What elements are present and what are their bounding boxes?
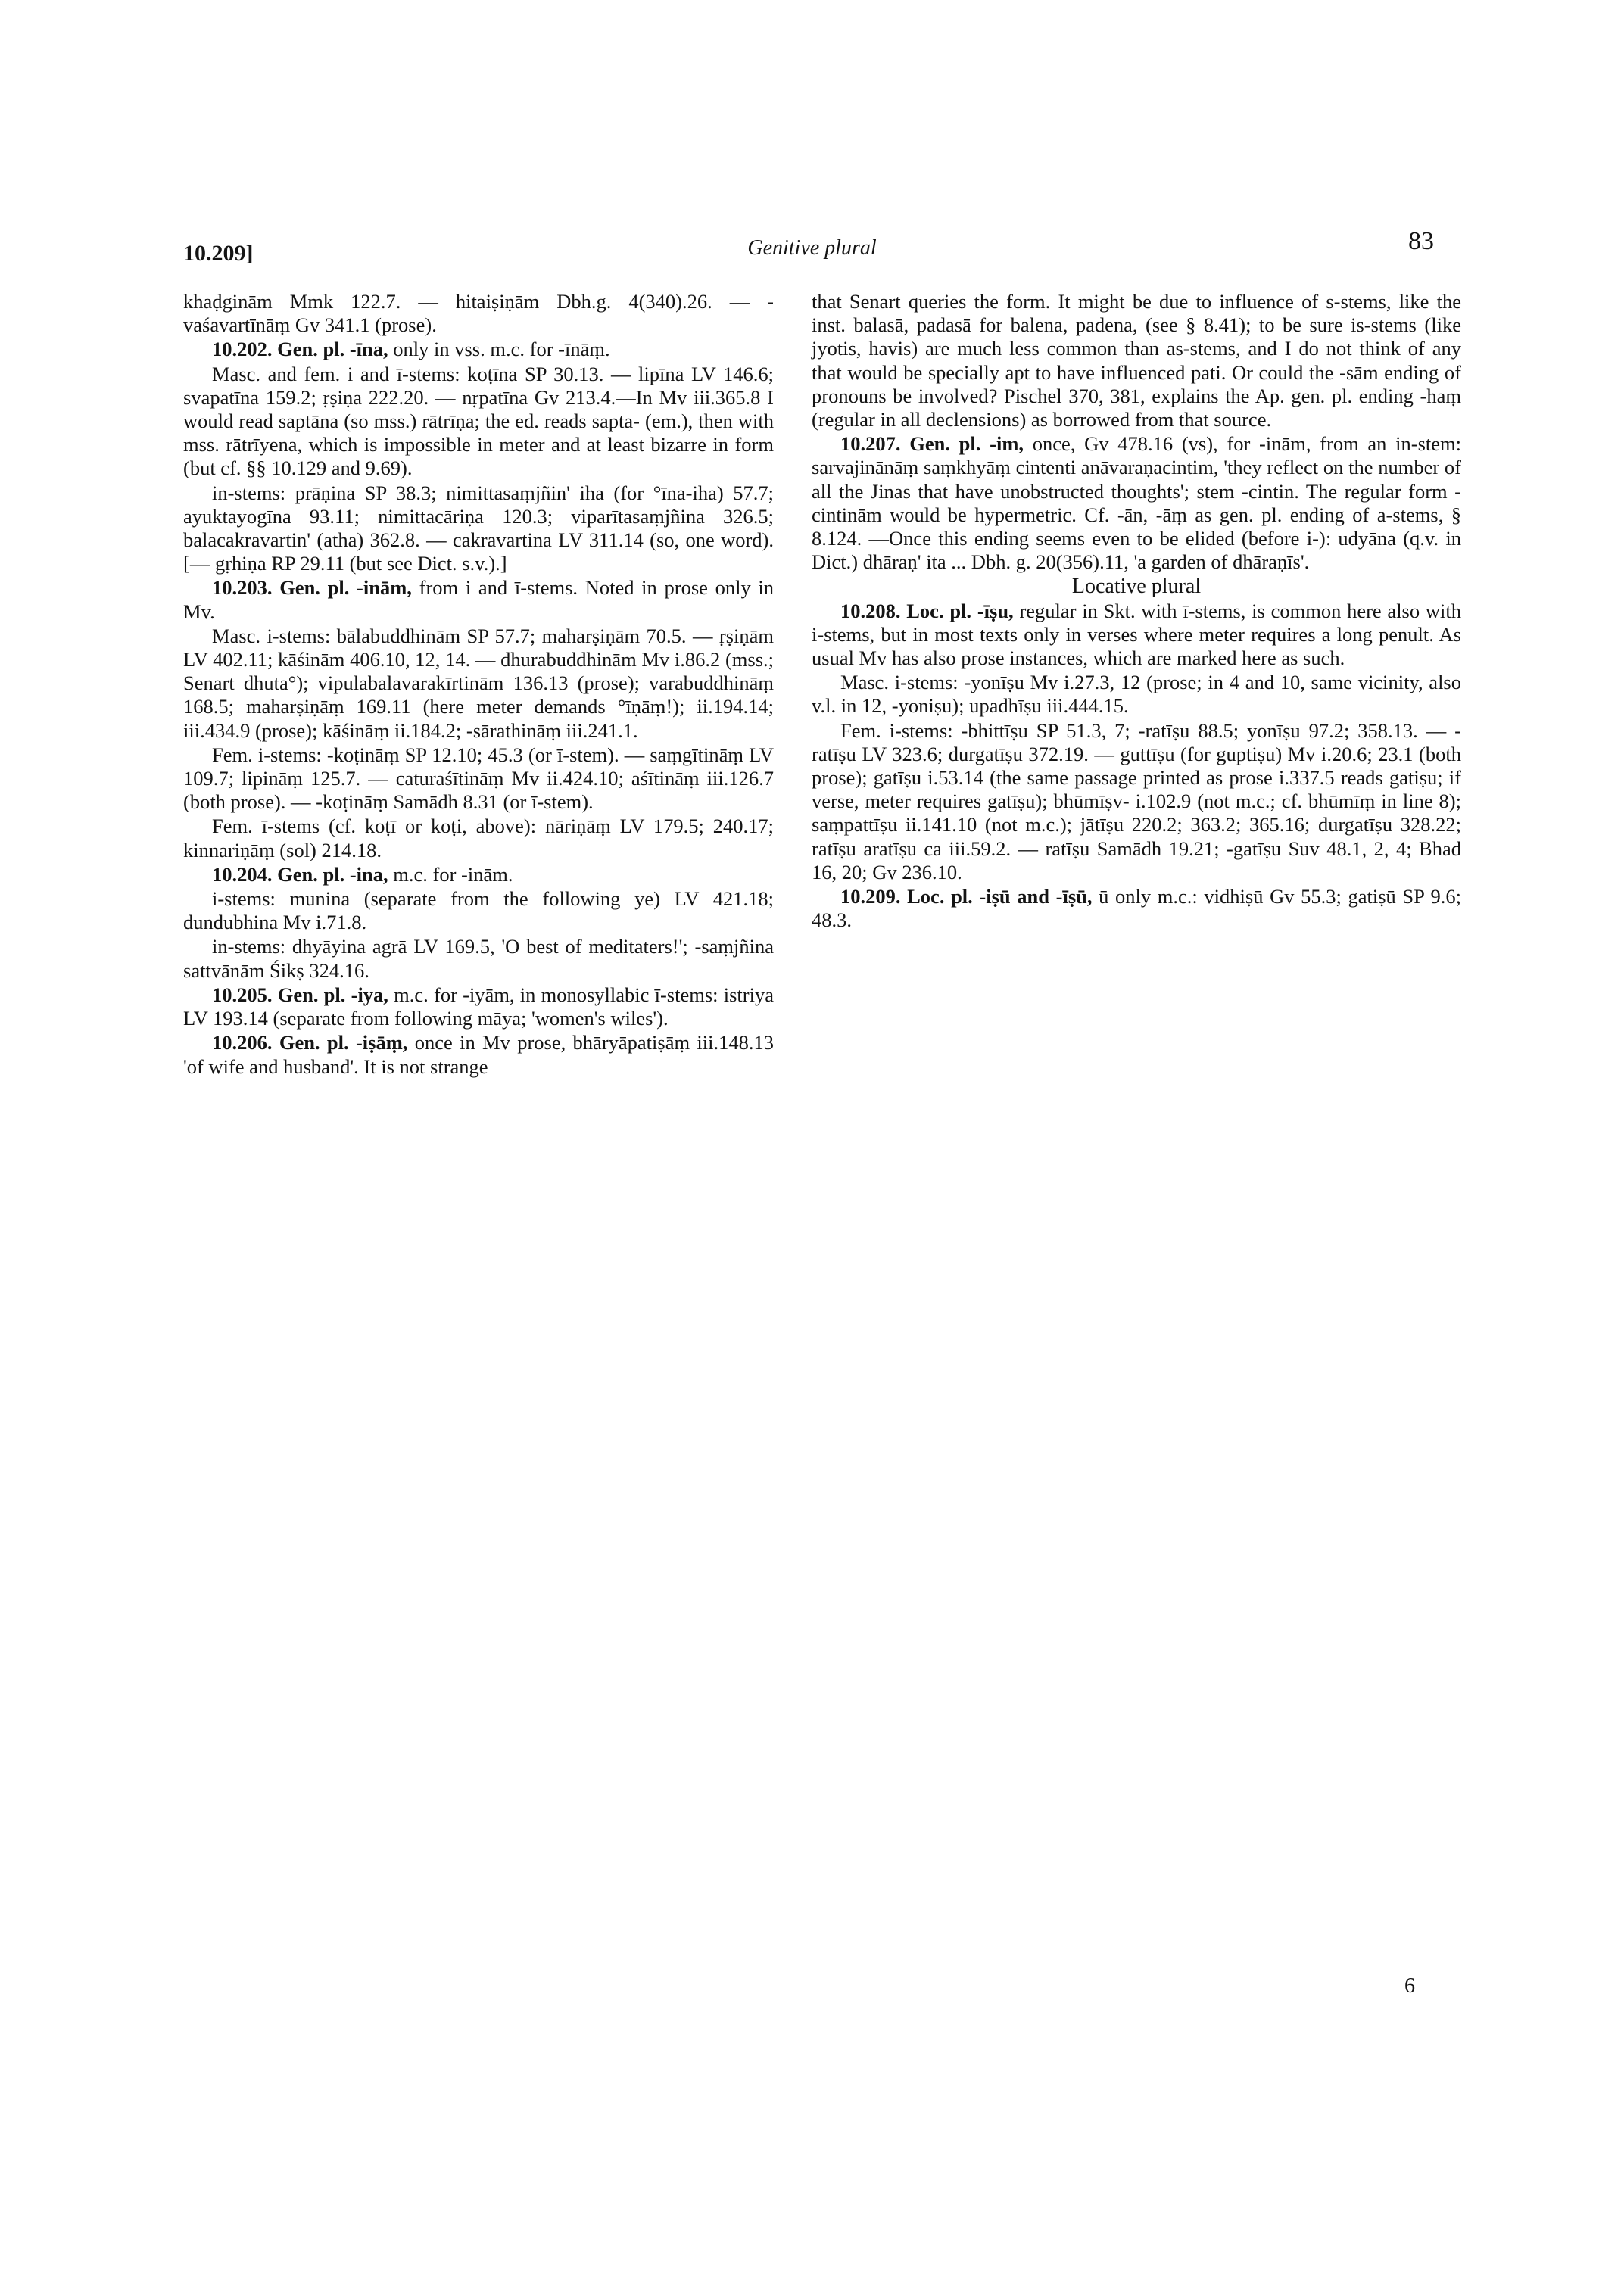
paragraph: in-stems: prāṇina SP 38.3; nimittasaṃjñin' iha (for °īna-iha) 57.7; ayuktayogīna 93.11; nimittacāriṇa 120.3; viparītasaṃjñina 326.5; balacakravartin' (atha) 362.8. — cakravartina LV 311.14 (so, one word). [— gṛhiṇa RP 29.11 (but see Dict. s.v.).]: [183, 481, 774, 575]
paragraph: 10.207. Gen. pl. -im, once, Gv 478.16 (vs), for -inām, from an in-stem: sarvajinānāṃ saṃkhyāṃ cintenti anāvaraṇacintim, 'they reflect on the number of all the Jinas that have unobstructed thoughts'; stem -cintin. The regular form -cintinām would be hypermetric. Cf. -ān, -āṃ as gen. pl. ending of a-stems, § 8.124. —Once this ending seems even to be elided (before i-): udyāna (q.v. in Dict.) dhāraṇ' ita ... Dbh. g. 20(356).11, 'a garden of dhāraṇīs'.: [812, 432, 1461, 574]
section-heading-10-205: 10.205. Gen. pl. -iya,: [212, 983, 388, 1006]
paragraph: 10.205. Gen. pl. -iya, m.c. for -iyām, in monosyllabic ī-stems: istriya LV 193.14 (separate from following māya; 'women's wiles').: [183, 983, 774, 1030]
signature-mark: 6: [1404, 1974, 1415, 1998]
page-number: 83: [1408, 227, 1434, 255]
paragraph: Fem. ī-stems (cf. koṭī or koṭi, above): nāriṇāṃ LV 179.5; 240.17; kinnariṇāṃ (sol) 214.18.: [183, 815, 774, 861]
paragraph: 10.206. Gen. pl. -iṣāṃ, once in Mv prose, bhāryāpatiṣāṃ iii.148.13 'of wife and husband'. It is not strange: [183, 1031, 774, 1078]
paragraph: 10.204. Gen. pl. -ina, m.c. for -inām.: [212, 862, 513, 886]
section-heading-10-209: 10.209. Loc. pl. -iṣū and -īṣū,: [840, 885, 1093, 908]
section-heading-10-203: 10.203. Gen. pl. -inām,: [212, 576, 412, 600]
paragraph: Masc. i-stems: -yonīṣu Mv i.27.3, 12 (prose; in 4 and 10, same vicinity, also v.l. in 12, -yoniṣu); upadhīṣu iii.444.15.: [812, 671, 1461, 718]
paragraph: Fem. i-stems: -koṭināṃ SP 12.10; 45.3 (or ī-stem). — saṃgītināṃ LV 109.7; lipināṃ 125.7. — caturaśītināṃ Mv ii.424.10; aśītināṃ iii.126.7 (both prose). — -koṭināṃ Samādh 8.31 (or ī-stem).: [183, 743, 774, 814]
paragraph: Fem. i-stems: -bhittīṣu SP 51.3, 7; -ratīṣu 88.5; yonīṣu 97.2; 358.13. — -ratīṣu LV 323.6; durgatīṣu 372.19. — guttīṣu (for guptiṣu) Mv i.20.6; 23.1 (both prose); gatīṣu i.53.14 (the same passage printed as prose i.337.5 reads gatiṣu; if verse, meter requires gatīṣu); bhūmīṣv- i.102.9 (not m.c.; cf. bhūmīṃ in line 8); saṃpattīṣu ii.141.10 (not m.c.); jātīṣu 220.2; 363.2; 365.16; durgatīṣu 328.22; ratīṣu aratīṣu ca iii.59.2. — ratīṣu Samādh 19.21; -gatīṣu Suv 48.1, 2, 4; Bhad 16, 20; Gv 236.10.: [812, 718, 1461, 883]
paragraph: in-stems: dhyāyina agrā LV 169.5, 'O best of meditaters!'; -saṃjñina sattvānām Śikṣ 324.16.: [183, 935, 774, 982]
section-heading-10-202: 10.202. Gen. pl. -īna,: [212, 338, 388, 361]
paragraph: Masc. i-stems: bālabuddhinām SP 57.7; maharṣiṇām 70.5. — ṛṣiṇām LV 402.11; kāśinām 406.10, 12, 14. — dhurabuddhinām Mv i.86.2 (mss.; Senart dhuta°); vipulabalavarakīrtinām 136.13 (prose); varabuddhināṃ 168.5; maharṣiṇāṃ 169.11 (here meter demands °īṇāṃ!); ii.194.14; iii.434.9 (prose); kāśināṃ ii.184.2; -sārathināṃ iii.241.1.: [183, 624, 774, 742]
paragraph: i-stems: munina (separate from the following ye) LV 421.18; dundubhina Mv i.71.8.: [183, 887, 774, 934]
paragraph: Masc. and fem. i and ī-stems: koṭīna SP 30.13. — lipīna LV 146.6; svapatīna 159.2; ṛṣiṇa 222.20. — nṛpatīna Gv 213.4.—In Mv iii.365.8 I would read saptāna (so mss.) rātrīṇa; the ed. reads sapta- (em.), then with mss. rātrīyena, which is impossible in meter and at least bizarre in form (but cf. §§ 10.129 and 9.69).: [183, 362, 774, 480]
paragraph: khaḍginām Mmk 122.7. — hitaiṣiṇām Dbh.g. 4(340).26. — -vaśavartīnāṃ Gv 341.1 (prose).: [183, 290, 774, 337]
paragraph: 10.202. Gen. pl. -īna, only in vss. m.c. for -īnāṃ.: [212, 338, 610, 361]
section-heading-10-207: 10.207. Gen. pl. -im,: [840, 432, 1024, 456]
left-column: [183, 290, 774, 1080]
running-title: Genitive plural: [747, 236, 877, 260]
locative-plural-title: Locative plural: [1071, 575, 1202, 599]
section-heading-10-208: 10.208. Loc. pl. -īṣu,: [840, 599, 1014, 622]
paragraph: 10.209. Loc. pl. -iṣū and -īṣū, ū only m.c.: vidhiṣū Gv 55.3; gatiṣū SP 9.6; 48.3.: [812, 885, 1461, 932]
right-column: [812, 290, 1461, 933]
paragraph: 10.208. Loc. pl. -īṣu, regular in Skt. with ī-stems, is common here also with i-stems, but in most texts only in verses where meter requires a long penult. As usual Mv has also prose instances, which are marked here as such.: [812, 599, 1461, 670]
section-heading-10-206: 10.206. Gen. pl. -iṣāṃ,: [212, 1031, 408, 1055]
paragraph: 10.203. Gen. pl. -inām, from i and ī-stems. Noted in prose only in Mv.: [183, 576, 775, 623]
section-heading-10-204: 10.204. Gen. pl. -ina,: [212, 862, 388, 886]
section-reference: 10.209]: [183, 241, 254, 266]
page-header: [0, 227, 1624, 273]
paragraph: that Senart queries the form. It might be due to influence of s-stems, like the inst. balasā, padasā for balena, padena, (see § 8.41); to be sure is-stems (like jyotis, havis) are much less common than as-stems, and I do not think of any that would be specially apt to have influenced pati. Or could the -sām ending of pronouns be involved? Pischel 370, 381, explains the Ap. gen. pl. ending -haṃ (regular in all declensions) as borrowed from that source.: [812, 290, 1461, 431]
